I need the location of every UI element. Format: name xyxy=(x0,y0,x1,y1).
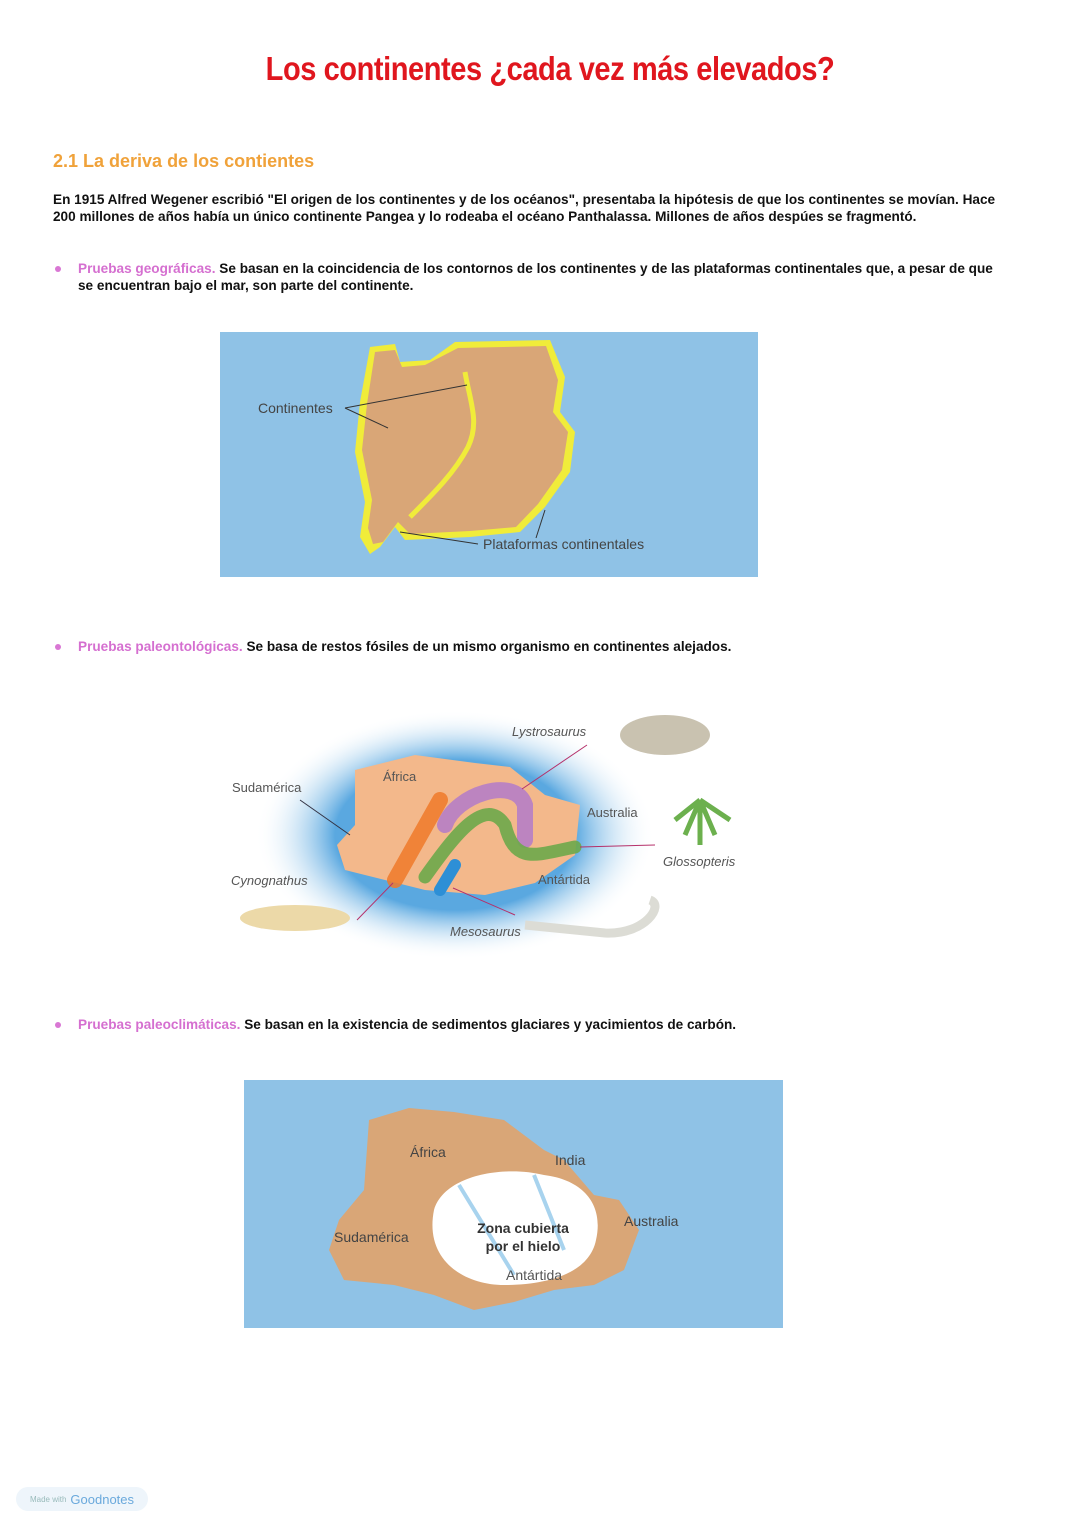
bullet-label: Pruebas geográficas. xyxy=(78,261,216,276)
section-heading: 2.1 La deriva de los contientes xyxy=(53,151,315,171)
label-plataformas: Plataformas continentales xyxy=(483,536,645,552)
lystrosaurus-icon xyxy=(620,715,710,755)
label-australia: Australia xyxy=(624,1213,679,1229)
label-africa: África xyxy=(383,769,417,784)
label-zona-cubierta: Zona cubierta xyxy=(477,1220,569,1236)
cynognathus-icon xyxy=(240,905,350,931)
label-glossopteris: Glossopteris xyxy=(663,854,736,869)
bullet-paleoclimaticas xyxy=(53,1016,1003,1033)
badge-brand: Goodnotes xyxy=(70,1491,135,1507)
label-antartida: Antártida xyxy=(506,1267,563,1283)
label-cynognathus: Cynognathus xyxy=(231,873,308,888)
goodnotes-badge xyxy=(16,1487,148,1511)
bullet-text: Se basa de restos fósiles de un mismo organismo en continentes alejados. xyxy=(242,639,732,654)
bullet-dot xyxy=(55,644,61,650)
bullet-geograficas xyxy=(53,260,1003,294)
bullet-label: Pruebas paleoclimáticas. xyxy=(78,1017,241,1032)
glossopteris-icon xyxy=(675,800,730,845)
label-india: India xyxy=(555,1152,586,1168)
label-mesosaurus: Mesosaurus xyxy=(450,924,521,939)
bullet-dot xyxy=(55,1022,61,1028)
bullet-label: Pruebas paleontológicas. xyxy=(78,639,243,654)
bullet-text: Se basan en la existencia de sedimentos glaciares y yacimientos de carbón. xyxy=(240,1017,737,1032)
label-sudamerica: Sudamérica xyxy=(334,1229,409,1245)
label-africa: África xyxy=(410,1144,446,1160)
figure-fossils-map xyxy=(225,705,750,960)
label-australia: Australia xyxy=(587,805,638,820)
bullet-dot xyxy=(55,266,61,272)
label-antartida: Antártida xyxy=(538,872,591,887)
label-lystrosaurus: Lystrosaurus xyxy=(512,724,587,739)
figure-ice-zone-map xyxy=(244,1080,783,1328)
bullet-paleontologicas xyxy=(53,638,1003,655)
page-title: Los continentes ¿cada vez más elevados? xyxy=(265,50,835,87)
label-continentes: Continentes xyxy=(258,400,333,416)
label-por-el-hielo: por el hielo xyxy=(485,1238,561,1254)
label-sudamerica: Sudamérica xyxy=(232,780,302,795)
badge-made-with: Made with xyxy=(29,1494,67,1504)
figure-pangea-contours xyxy=(220,332,758,577)
intro-paragraph: En 1915 Alfred Wegener escribió "El origen de los continentes y de los océanos", presentaba la hipótesis de que los continentes se movían. Hace 200 millones de años había un único continente Pangea y lo rodeaba el océano Panthalassa. Millones de años despúes se fragmentó. xyxy=(53,192,996,224)
bullet-text: Se basan en la coincidencia de los contornos de los continentes y de las plataformas continentales que, a pesar de que se encuentran bajo el mar, son parte del continente. xyxy=(78,261,993,293)
